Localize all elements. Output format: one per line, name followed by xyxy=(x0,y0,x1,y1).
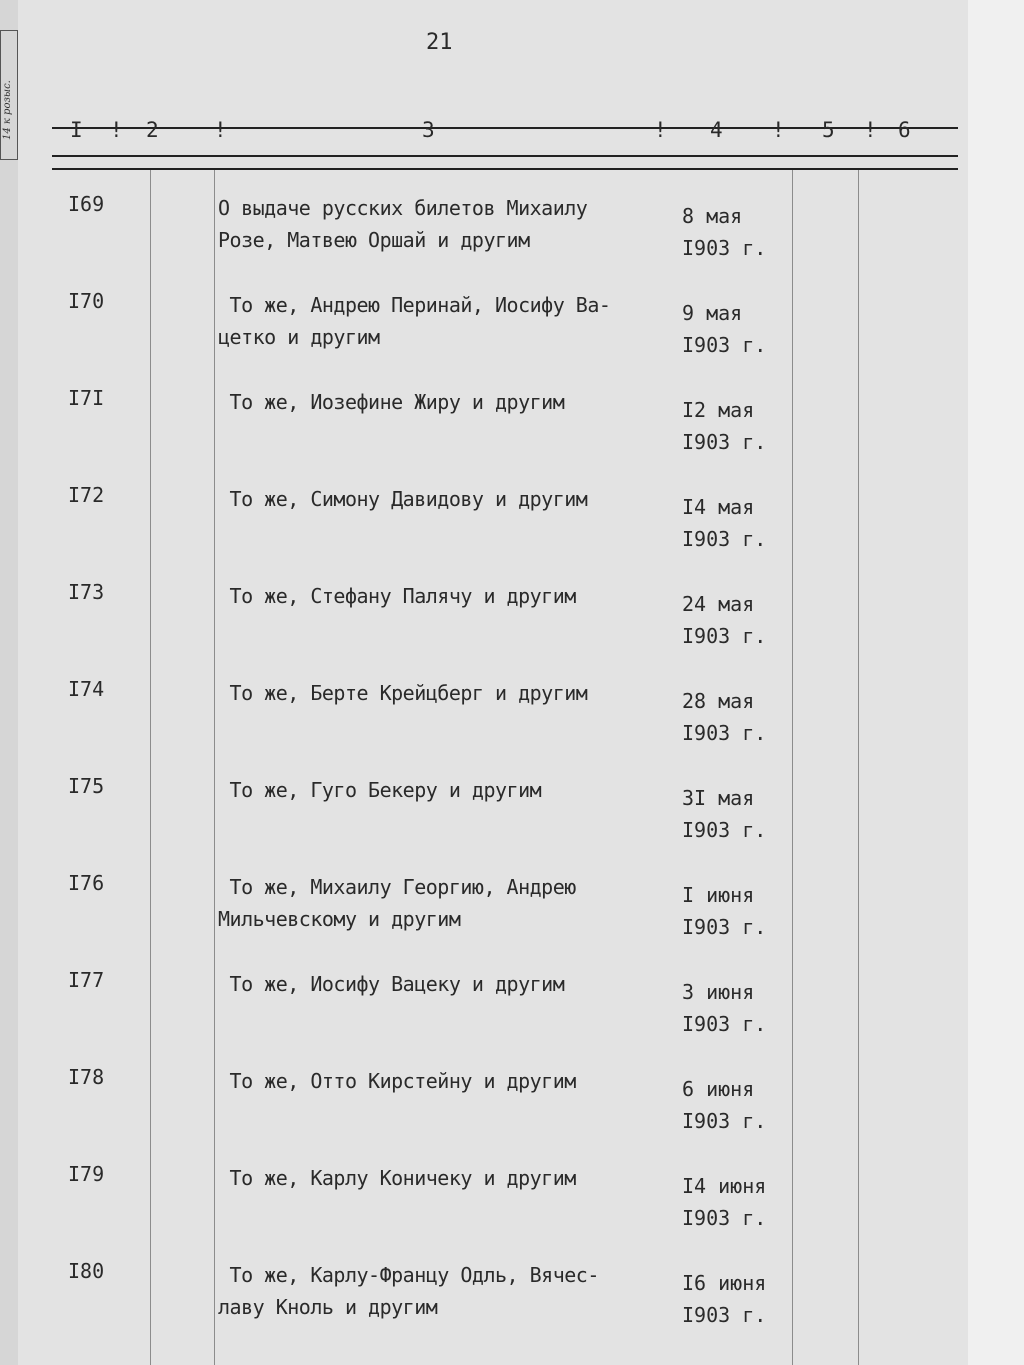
entry-title: То же, Стефану Палячу и другим xyxy=(218,584,576,608)
entry-date xyxy=(682,491,766,555)
col-5-header: 5 xyxy=(822,118,835,142)
table-row xyxy=(18,1065,968,1161)
entry-title: То же, Карлу-Францу Одль, Вячес- лаву Кноль и другим xyxy=(218,1263,599,1319)
next-page-edge xyxy=(968,0,1024,1365)
entry-number: I80 xyxy=(68,1259,105,1283)
entry-date-year: I903 г. xyxy=(682,430,767,454)
entry-date-day: I2 мая xyxy=(682,398,755,422)
entry-date-day: 6 июня xyxy=(682,1077,755,1101)
entry-date-year: I903 г. xyxy=(682,527,767,551)
entry-number: I70 xyxy=(68,289,105,313)
entry-number: I69 xyxy=(68,192,105,216)
entry-number: I74 xyxy=(68,677,105,701)
table-header-rule-2 xyxy=(52,168,958,170)
entry-date-year: I903 г. xyxy=(682,1303,767,1327)
col-4-header: 4 xyxy=(710,118,723,142)
binding-label-text: 14 к розыс. xyxy=(2,80,13,140)
col-separator: ! xyxy=(214,118,227,142)
entry-title: То же, Отто Кирстейну и другим xyxy=(218,1069,576,1093)
document-page xyxy=(18,0,968,1365)
entry-number: I76 xyxy=(68,871,105,895)
table-row xyxy=(18,386,968,482)
entry-date xyxy=(682,976,766,1040)
table-row xyxy=(18,1162,968,1258)
table-row xyxy=(18,289,968,385)
entry-date-year: I903 г. xyxy=(682,1012,767,1036)
entry-date xyxy=(682,685,766,749)
entry-date xyxy=(682,1073,766,1137)
col-2-header: 2 xyxy=(146,118,159,142)
entry-number: I77 xyxy=(68,968,105,992)
entry-number: I73 xyxy=(68,580,105,604)
entry-date-year: I903 г. xyxy=(682,624,767,648)
entry-number: I72 xyxy=(68,483,105,507)
entry-date-year: I903 г. xyxy=(682,1109,767,1133)
col-separator: ! xyxy=(654,118,667,142)
entry-title: То же, Михаилу Георгию, Андрею Мильчевскому и другим xyxy=(218,875,576,931)
entry-date-day: 9 мая xyxy=(682,301,743,325)
entry-date xyxy=(682,782,766,846)
entry-title: То же, Карлу Коничеку и другим xyxy=(218,1166,576,1190)
entry-date-day: I6 июня xyxy=(682,1271,767,1295)
entry-title: То же, Иосифу Вацеку и другим xyxy=(218,972,565,996)
entry-number: I7I xyxy=(68,386,105,410)
entry-title: То же, Андрею Перинай, Иосифу Ва- цетко и другим xyxy=(218,293,611,349)
entry-date-year: I903 г. xyxy=(682,818,767,842)
entry-date-day: 28 мая xyxy=(682,689,755,713)
table-row xyxy=(18,774,968,870)
entry-date-year: I903 г. xyxy=(682,1206,767,1230)
entry-date-year: I903 г. xyxy=(682,333,767,357)
entry-date-day: 3 июня xyxy=(682,980,755,1004)
col-separator: ! xyxy=(772,118,785,142)
table-header-rule xyxy=(52,155,958,157)
col-1-header: I xyxy=(70,118,83,142)
entry-date xyxy=(682,879,766,943)
entry-title: То же, Берте Крейцберг и другим xyxy=(218,681,588,705)
table-row xyxy=(18,1259,968,1355)
entry-date-year: I903 г. xyxy=(682,721,767,745)
entry-title: О выдаче русских билетов Михаилу Розе, Матвею Оршай и другим xyxy=(218,196,588,252)
entry-date-year: I903 г. xyxy=(682,915,767,939)
entry-date-day: I4 июня xyxy=(682,1174,767,1198)
entry-number: I79 xyxy=(68,1162,105,1186)
table-row xyxy=(18,580,968,676)
table-row xyxy=(18,192,968,288)
entry-number: I78 xyxy=(68,1065,105,1089)
entry-date-day: 24 мая xyxy=(682,592,755,616)
binding-strip xyxy=(0,0,19,1365)
entry-date-year: I903 г. xyxy=(682,236,767,260)
entry-date-day: 8 мая xyxy=(682,204,743,228)
entry-date xyxy=(682,297,766,361)
entry-title: То же, Симону Давидову и другим xyxy=(218,487,588,511)
entry-date xyxy=(682,394,766,458)
entry-date-day: I июня xyxy=(682,883,755,907)
entry-date-day: 3I мая xyxy=(682,786,755,810)
col-3-header: 3 xyxy=(422,118,435,142)
entry-date-day: I4 мая xyxy=(682,495,755,519)
table-row xyxy=(18,483,968,579)
col-separator: ! xyxy=(110,118,123,142)
entry-date xyxy=(682,588,766,652)
table-row xyxy=(18,677,968,773)
entry-date xyxy=(682,1267,766,1331)
entry-date xyxy=(682,200,766,264)
entry-title: То же, Гуго Бекеру и другим xyxy=(218,778,542,802)
entry-title: То же, Иозефине Жиру и другим xyxy=(218,390,565,414)
entry-date xyxy=(682,1170,766,1234)
entry-number: I75 xyxy=(68,774,105,798)
page-number: 21 xyxy=(426,30,453,55)
col-separator: ! xyxy=(864,118,877,142)
table-row xyxy=(18,968,968,1064)
table-row xyxy=(18,871,968,967)
col-6-header: 6 xyxy=(898,118,911,142)
